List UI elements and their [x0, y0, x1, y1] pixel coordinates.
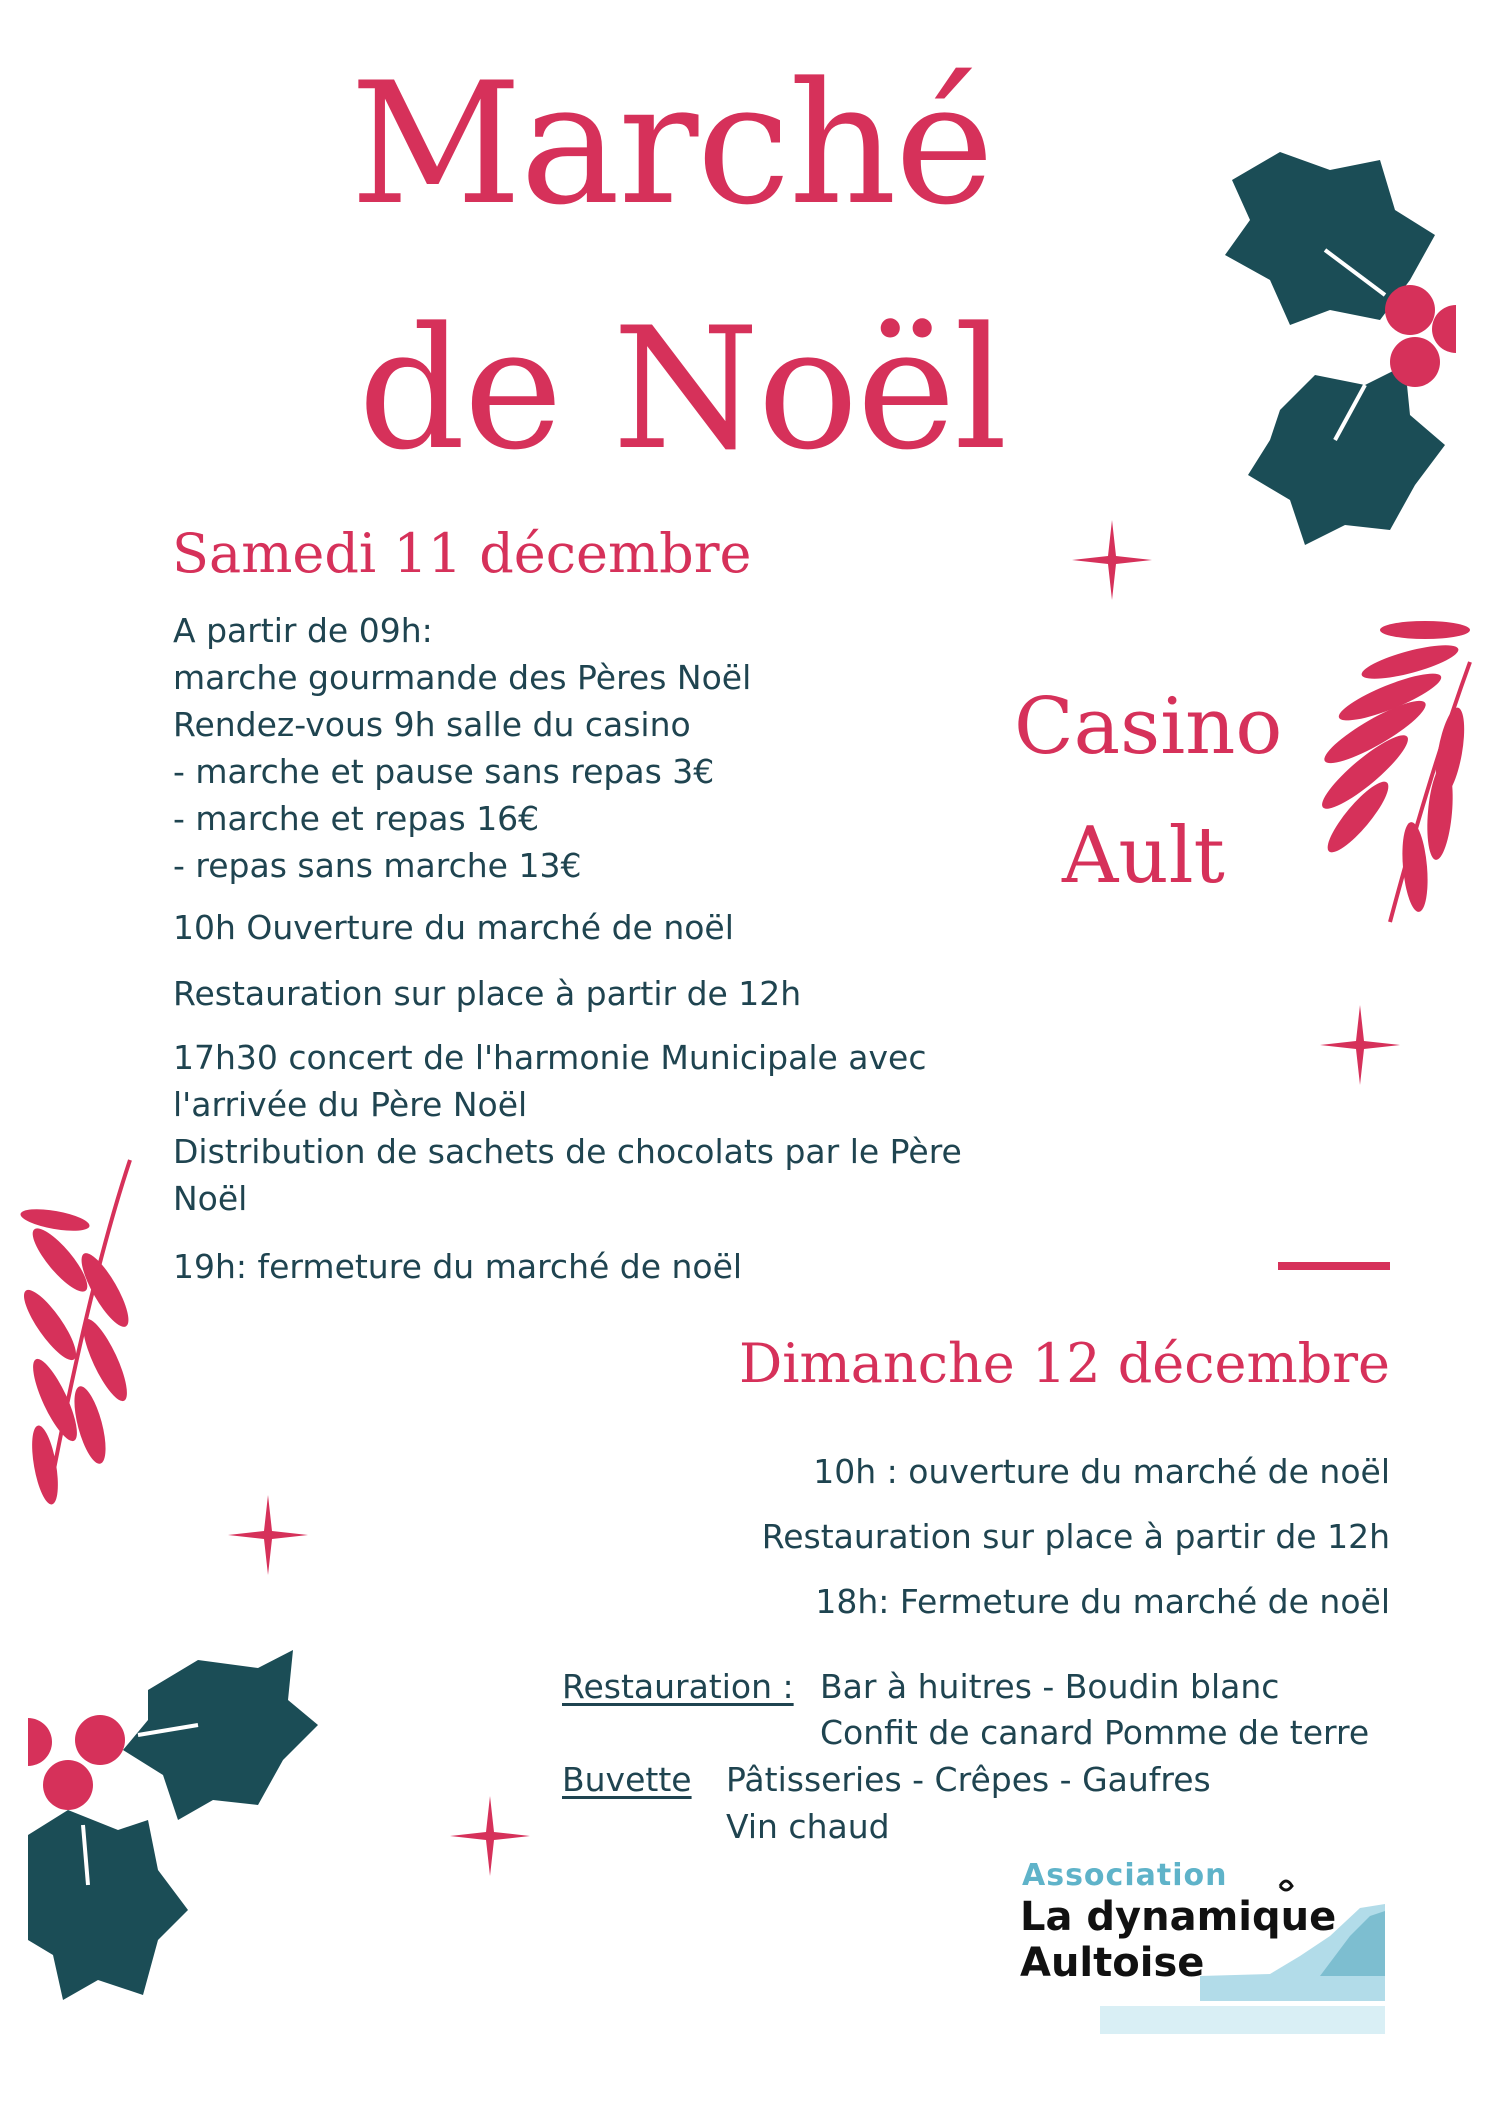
buvette-line: Pâtisseries - Crêpes - Gaufres	[726, 1760, 1211, 1799]
saturday-concert-block	[173, 1034, 962, 1222]
sparkle-icon	[1320, 1005, 1400, 1085]
saturday-closing: 19h: fermeture du marché de noël	[173, 1247, 743, 1286]
saturday-opening: 10h Ouverture du marché de noël	[173, 908, 734, 947]
concert-line: 17h30 concert de l'harmonie Municipale avec	[173, 1038, 927, 1077]
logo-word-aultoise: Aultoise	[1020, 1940, 1205, 1986]
walk-line: Rendez-vous 9h salle du casino	[173, 705, 691, 744]
buvette-line: Vin chaud	[726, 1807, 890, 1846]
restauration-label: Restauration :	[562, 1667, 794, 1706]
divider	[1278, 1262, 1390, 1270]
saturday-food: Restauration sur place à partir de 12h	[173, 974, 802, 1013]
walk-line: marche gourmande des Pères Noël	[173, 658, 752, 697]
concert-line: l'arrivée du Père Noël	[173, 1085, 528, 1124]
walk-line: - marche et pause sans repas 3€	[173, 752, 715, 791]
walk-line: - repas sans marche 13€	[173, 846, 582, 885]
holly-bottom-left-icon	[28, 1640, 328, 2020]
venue-line-2: Ault	[1062, 811, 1225, 901]
saturday-walk-block	[173, 607, 751, 889]
sparkle-icon	[1072, 520, 1152, 600]
walk-line: A partir de 09h:	[173, 611, 433, 650]
fern-left-icon	[30, 1160, 170, 1510]
restauration-line: Confit de canard Pomme de terre	[820, 1713, 1370, 1752]
sparkle-icon	[228, 1495, 308, 1575]
sparkle-icon	[450, 1796, 530, 1876]
association-logo	[1020, 1856, 1400, 2036]
title-line-2: de Noël	[358, 291, 1006, 487]
saturday-heading: Samedi 11 décembre	[172, 522, 752, 585]
sunday-item: 18h: Fermeture du marché de noël	[815, 1582, 1390, 1621]
title-line-1: Marché	[350, 46, 993, 242]
concert-line: Noël	[173, 1179, 248, 1218]
venue-line-1: Casino	[1014, 682, 1283, 772]
sunday-item: Restauration sur place à partir de 12h	[761, 1517, 1390, 1556]
fern-right-icon	[1320, 622, 1480, 942]
restauration-line: Bar à huitres - Boudin blanc	[820, 1667, 1280, 1706]
concert-line: Distribution de sachets de chocolats par le Père	[173, 1132, 962, 1171]
walk-line: - marche et repas 16€	[173, 799, 540, 838]
logo-cliff-icon	[1020, 1856, 1400, 2036]
logo-word-association: Association	[1022, 1858, 1228, 1893]
holly-top-right-icon	[1220, 140, 1460, 560]
logo-word-dynamique: La dynamique	[1020, 1894, 1337, 1940]
sunday-heading: Dimanche 12 décembre	[738, 1332, 1390, 1395]
sunday-item: 10h : ouverture du marché de noël	[813, 1452, 1390, 1491]
buvette-label: Buvette	[562, 1760, 692, 1799]
